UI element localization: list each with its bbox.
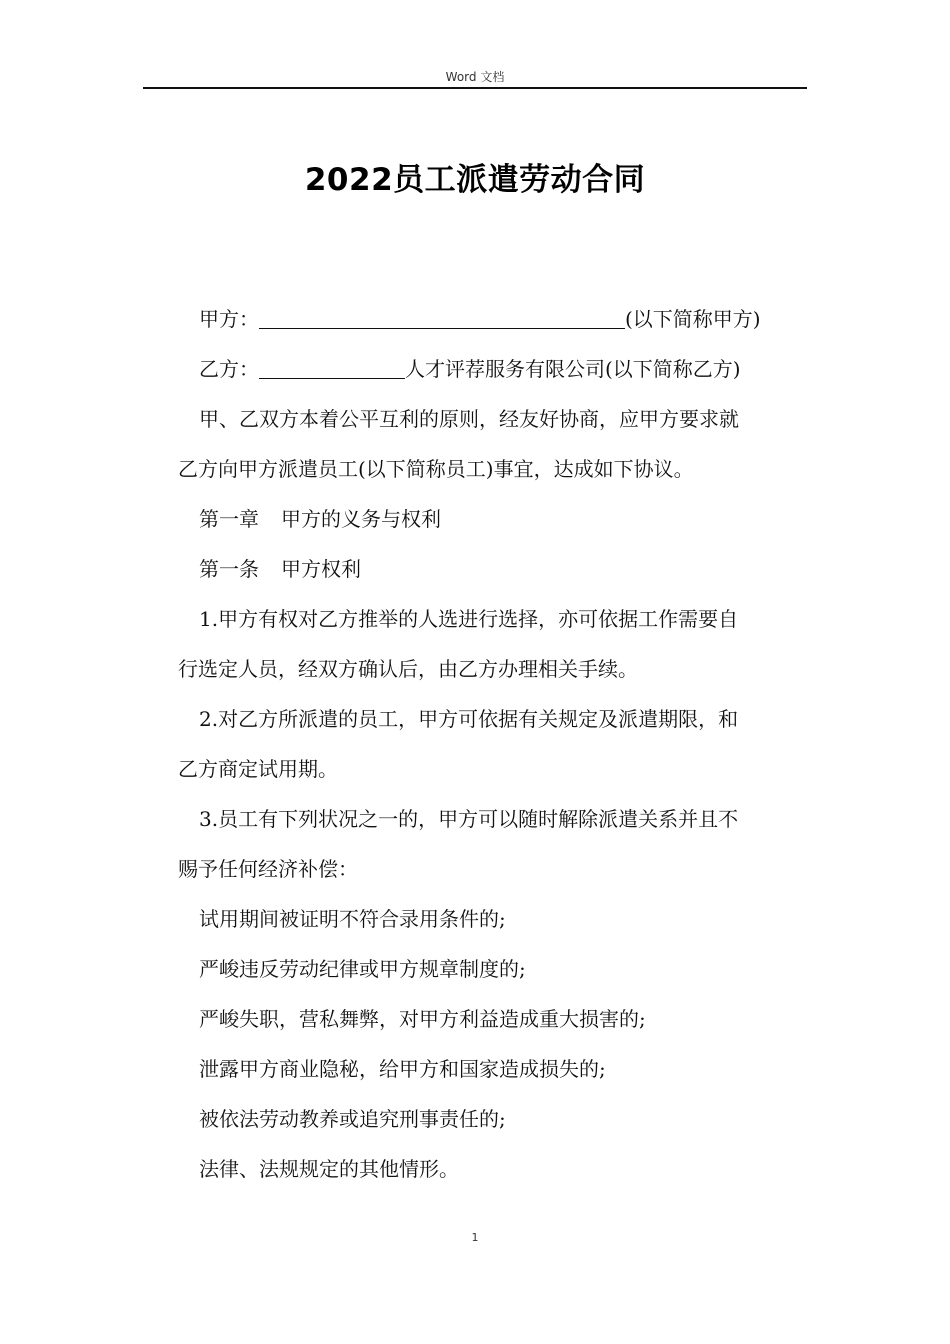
intro-paragraph-line-1: 甲、乙双方本着公平互利的原则，经友好协商，应甲方要求就 <box>199 407 739 431</box>
party-b-line <box>178 344 808 394</box>
party-b-suffix: 人才评荐服务有限公司(以下简称乙方) <box>405 357 741 381</box>
condition-item: 试用期间被证明不符合录用条件的; <box>199 907 506 931</box>
condition-item: 严峻失职，营私舞弊，对甲方利益造成重大损害的; <box>199 1007 646 1031</box>
condition-item: 泄露甲方商业隐秘，给甲方和国家造成损失的; <box>199 1057 606 1081</box>
page-number: 1 <box>471 1231 479 1244</box>
party-b-label: 乙方： <box>199 357 259 381</box>
condition-item: 严峻违反劳动纪律或甲方规章制度的; <box>199 957 526 981</box>
intro-paragraph-line-2: 乙方向甲方派遣员工(以下简称员工)事宜，达成如下协议。 <box>178 457 694 481</box>
party-a-suffix: (以下简称甲方) <box>625 307 761 331</box>
chapter-heading <box>178 494 808 544</box>
item-2-line-1: 2.对乙方所派遣的员工，甲方可依据有关规定及派遣期限，和 <box>199 707 739 731</box>
condition-item: 法律、法规规定的其他情形。 <box>199 1157 459 1181</box>
item-1-line-2: 行选定人员，经双方确认后，由乙方办理相关手续。 <box>178 657 638 681</box>
chapter-title: 甲方的义务与权利 <box>281 507 441 531</box>
document-title: 2022员工派遣劳动合同 <box>304 162 646 198</box>
party-a-label: 甲方： <box>199 307 259 331</box>
party-a-line <box>178 294 808 344</box>
party-b-blank <box>259 356 405 379</box>
party-a-blank <box>259 306 625 329</box>
page-header-label: Word 文档 <box>445 70 505 84</box>
article-number: 第一条 <box>199 557 259 581</box>
item-3-line-1: 3.员工有下列状况之一的，甲方可以随时解除派遣关系并且不 <box>199 807 739 831</box>
chapter-number: 第一章 <box>199 507 259 531</box>
condition-item: 被依法劳动教养或追究刑事责任的; <box>199 1107 506 1131</box>
item-3-line-2: 赐予任何经济补偿： <box>178 857 358 881</box>
header-divider <box>143 87 807 89</box>
item-2-line-2: 乙方商定试用期。 <box>178 757 338 781</box>
document-body <box>178 294 808 1194</box>
article-title: 甲方权利 <box>281 557 361 581</box>
article-heading <box>178 544 808 594</box>
item-1-line-1: 1.甲方有权对乙方推举的人选进行选择，亦可依据工作需要自 <box>199 607 739 631</box>
